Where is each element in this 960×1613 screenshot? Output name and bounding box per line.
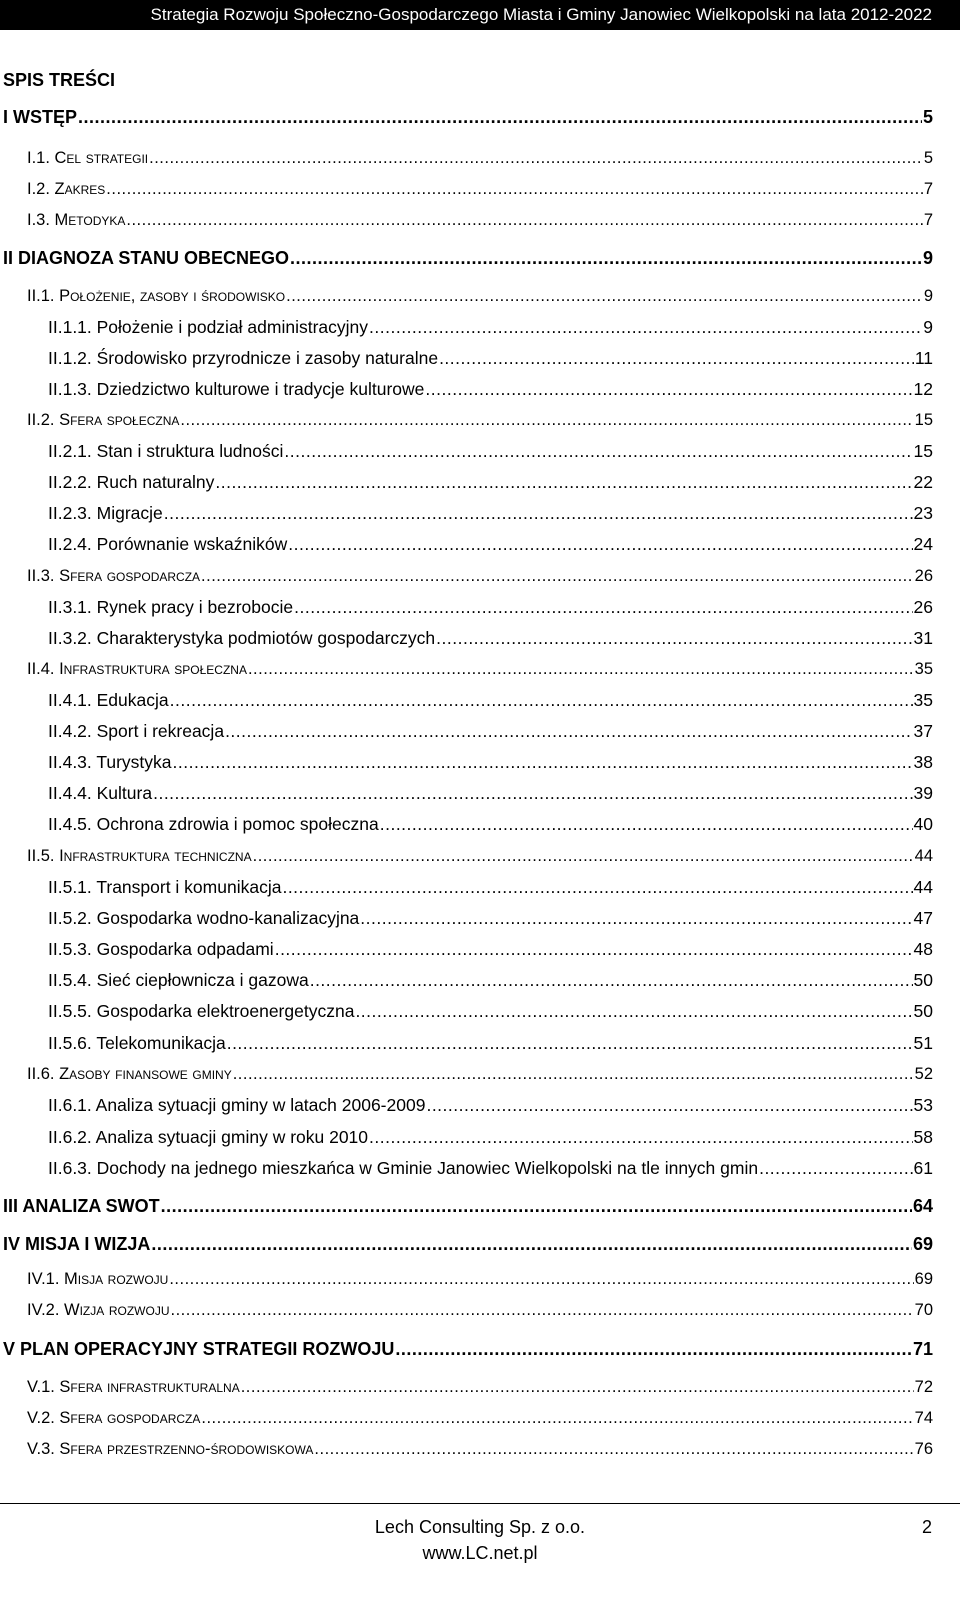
toc-dot-leader xyxy=(284,438,912,464)
toc-entry[interactable] xyxy=(27,563,933,589)
toc-dot-leader xyxy=(395,1336,912,1362)
toc-entry-page: 15 xyxy=(914,411,933,429)
toc-dot-leader xyxy=(436,625,912,651)
toc-entry[interactable] xyxy=(27,1405,933,1431)
toc-entry-page: 71 xyxy=(912,1339,933,1359)
toc-dot-leader xyxy=(227,1030,913,1056)
toc-dot-leader xyxy=(282,874,912,900)
toc-entry-label: I WSTĘP xyxy=(3,107,78,127)
toc-dot-leader xyxy=(180,407,913,433)
toc-entry-page: 70 xyxy=(914,1301,933,1319)
toc-entry-page: 53 xyxy=(913,1095,933,1115)
toc-entry-page: 52 xyxy=(914,1065,933,1083)
toc-dot-leader xyxy=(253,843,914,869)
toc-entry[interactable] xyxy=(48,936,933,962)
toc-entry-label: I.1. Cel strategii xyxy=(27,149,149,167)
toc-entry[interactable] xyxy=(27,1436,933,1462)
toc-entry[interactable] xyxy=(48,874,933,900)
toc-dot-leader xyxy=(759,1155,912,1181)
toc-entry-label: II.5.6. Telekomunikacja xyxy=(48,1033,226,1053)
toc-entry-label: II.5.2. Gospodarka wodno-kanalizacyjna xyxy=(48,908,360,928)
toc-dot-leader xyxy=(170,687,913,713)
toc-entry-label: II.1. Położenie, zasoby i środowisko xyxy=(27,287,286,305)
toc-entry-page: 69 xyxy=(914,1270,933,1288)
toc-entry[interactable] xyxy=(27,283,933,309)
toc-entry-page: 48 xyxy=(913,939,933,959)
footer-divider xyxy=(0,1503,960,1504)
toc-dot-leader xyxy=(78,104,922,130)
toc-entry[interactable] xyxy=(48,749,933,775)
toc-entry[interactable] xyxy=(27,1374,933,1400)
toc-entry[interactable] xyxy=(27,145,933,171)
toc-entry-page: 50 xyxy=(913,1001,933,1021)
toc-entry[interactable] xyxy=(48,500,933,526)
toc-entry-page: 15 xyxy=(913,441,933,461)
toc-entry-page: 22 xyxy=(913,472,933,492)
toc-entry-page: 61 xyxy=(913,1158,933,1178)
toc-entry-page: 24 xyxy=(913,534,933,554)
toc-entry-label: II.2.4. Porównanie wskaźników xyxy=(48,534,288,554)
toc-entry[interactable] xyxy=(48,967,933,993)
toc-entry-label: II.4.1. Edukacja xyxy=(48,690,169,710)
toc-entry[interactable] xyxy=(48,438,933,464)
toc-entry-label: III ANALIZA SWOT xyxy=(3,1196,160,1216)
toc-dot-leader xyxy=(369,1124,913,1150)
toc-dot-leader xyxy=(106,176,923,202)
toc-entry[interactable] xyxy=(27,176,933,202)
toc-entry-label: II.3. Sfera gospodarcza xyxy=(27,567,201,585)
document-header xyxy=(0,0,960,30)
toc-entry[interactable] xyxy=(48,1155,933,1181)
toc-entry-page: 5 xyxy=(922,107,933,127)
toc-entry-label: II DIAGNOZA STANU OBECNEGO xyxy=(3,248,290,268)
toc-entry[interactable] xyxy=(48,531,933,557)
toc-entry-label: II.5.1. Transport i komunikacja xyxy=(48,877,282,897)
toc-entry-label: II.3.2. Charakterystyka podmiotów gospodarczych xyxy=(48,628,436,648)
footer-url[interactable]: www.LC.net.pl xyxy=(422,1543,538,1563)
toc-entry[interactable] xyxy=(48,687,933,713)
toc-entry[interactable] xyxy=(48,625,933,651)
toc-entry-page: 31 xyxy=(913,628,933,648)
header-title: Strategia Rozwoju Społeczno-Gospodarczego Miasta i Gminy Janowiec Wielkopolski na lata 2012-2022 xyxy=(150,5,932,24)
toc-dot-leader xyxy=(426,1092,912,1118)
toc-dot-leader xyxy=(355,998,912,1024)
toc-dot-leader xyxy=(310,967,913,993)
toc-entry-label: II.1.3. Dziedzictwo kulturowe i tradycje kulturowe xyxy=(48,379,425,399)
toc-dot-leader xyxy=(171,1297,914,1323)
toc-entry-label: II.2.2. Ruch naturalny xyxy=(48,472,215,492)
toc-entry-page: 69 xyxy=(912,1234,933,1254)
toc-entry-page: 64 xyxy=(912,1196,933,1216)
toc-dot-leader xyxy=(241,1374,914,1400)
toc-entry-page: 51 xyxy=(913,1033,933,1053)
toc-entry-label: V.2. Sfera gospodarcza xyxy=(27,1409,201,1427)
toc-dot-leader xyxy=(161,1193,912,1219)
toc-entry-label: II.4.4. Kultura xyxy=(48,783,153,803)
toc-entry[interactable] xyxy=(48,314,933,340)
toc-entry[interactable] xyxy=(27,1297,933,1323)
toc-entry[interactable] xyxy=(48,780,933,806)
toc-entry[interactable] xyxy=(48,811,933,837)
toc-entry[interactable] xyxy=(3,245,933,271)
toc-dot-leader xyxy=(126,207,922,233)
toc-entry[interactable] xyxy=(3,1193,933,1219)
toc-dot-leader xyxy=(215,469,912,495)
toc-entry-page: 35 xyxy=(913,690,933,710)
toc-entry[interactable] xyxy=(48,345,933,371)
toc-dot-leader xyxy=(169,1266,913,1292)
toc-entry[interactable] xyxy=(27,407,933,433)
toc-entry-label: V PLAN OPERACYJNY STRATEGII ROZWOJU xyxy=(3,1339,395,1359)
page-number: 2 xyxy=(921,1517,932,1537)
toc-entry-label: II.5.3. Gospodarka odpadami xyxy=(48,939,274,959)
toc-entry-page: 35 xyxy=(914,660,933,678)
toc-entry-label: II.2. Sfera społeczna xyxy=(27,411,180,429)
toc-entry[interactable] xyxy=(48,1030,933,1056)
toc-entry-label: V.3. Sfera przestrzenno-środowiskowa xyxy=(27,1440,314,1458)
toc-entry[interactable] xyxy=(27,1061,933,1087)
toc-entry[interactable] xyxy=(27,207,933,233)
toc-dot-leader xyxy=(225,718,912,744)
toc-entry-page: 7 xyxy=(923,211,933,229)
toc-entry[interactable] xyxy=(48,1124,933,1150)
footer-company: Lech Consulting Sp. z o.o. xyxy=(374,1517,586,1537)
toc-entry-page: 76 xyxy=(914,1440,933,1458)
toc-dot-leader xyxy=(290,245,922,271)
toc-entry-label: II.5.5. Gospodarka elektroenergetyczna xyxy=(48,1001,355,1021)
toc-entry-page: 11 xyxy=(914,348,933,368)
toc-entry-page: 7 xyxy=(923,180,933,198)
toc-dot-leader xyxy=(233,1061,914,1087)
toc-entry-page: 12 xyxy=(913,379,933,399)
toc-dot-leader xyxy=(151,1231,912,1257)
toc-entry-label: IV.1. Misja rozwoju xyxy=(27,1270,169,1288)
toc-entry-label: II.5.4. Sieć ciepłownicza i gazowa xyxy=(48,970,309,990)
toc-entry-label: II.1.1. Położenie i podział administracyjny xyxy=(48,317,369,337)
toc-entry[interactable] xyxy=(48,594,933,620)
toc-dot-leader xyxy=(369,314,922,340)
toc-dot-leader xyxy=(314,1436,913,1462)
toc-dot-leader xyxy=(201,563,914,589)
toc-entry-page: 44 xyxy=(913,877,933,897)
toc-entry-label: II.4.5. Ochrona zdrowia i pomoc społeczna xyxy=(48,814,379,834)
toc-entry-label: I.3. Metodyka xyxy=(27,211,126,229)
toc-entry-label: I.2. Zakres xyxy=(27,180,106,198)
toc-entry[interactable] xyxy=(48,1092,933,1118)
toc-entry-page: 72 xyxy=(914,1378,933,1396)
toc-entry-label: II.5. Infrastruktura techniczna xyxy=(27,847,252,865)
toc-entry[interactable] xyxy=(3,1336,933,1362)
toc-entry[interactable] xyxy=(3,104,933,130)
toc-entry[interactable] xyxy=(48,905,933,931)
toc-dot-leader xyxy=(149,145,923,171)
toc-entry[interactable] xyxy=(27,843,933,869)
toc-entry-page: 9 xyxy=(923,317,933,337)
toc-dot-leader xyxy=(153,780,912,806)
toc-dot-leader xyxy=(286,283,923,309)
toc-dot-leader xyxy=(164,500,913,526)
toc-entry-label: II.4. Infrastruktura społeczna xyxy=(27,660,247,678)
toc-entry-page: 47 xyxy=(913,908,933,928)
toc-entry[interactable] xyxy=(48,718,933,744)
toc-entry[interactable] xyxy=(48,469,933,495)
toc-dot-leader xyxy=(425,376,912,402)
toc-entry-page: 26 xyxy=(914,567,933,585)
toc-entry-label: IV.2. Wizja rozwoju xyxy=(27,1301,170,1319)
toc-entry-label: II.6.1. Analiza sytuacji gminy w latach 2006-2009 xyxy=(48,1095,426,1115)
toc-entry-page: 9 xyxy=(923,287,933,305)
toc-entry-label: II.3.1. Rynek pracy i bezrobocie xyxy=(48,597,294,617)
toc-entry-label: II.2.1. Stan i struktura ludności xyxy=(48,441,284,461)
toc-entry-page: 50 xyxy=(913,970,933,990)
toc-dot-leader xyxy=(275,936,913,962)
toc-entry-label: II.2.3. Migracje xyxy=(48,503,163,523)
toc-entry[interactable] xyxy=(27,1266,933,1292)
toc-entry-page: 39 xyxy=(913,783,933,803)
toc-entry[interactable] xyxy=(48,376,933,402)
toc-entry-page: 74 xyxy=(914,1409,933,1427)
toc-entry-page: 38 xyxy=(913,752,933,772)
toc-dot-leader xyxy=(248,656,914,682)
toc-entry-page: 37 xyxy=(913,721,933,741)
toc-entry-page: 23 xyxy=(913,503,933,523)
toc-title: SPIS TREŚCI xyxy=(3,70,116,90)
toc-entry-label: II.4.3. Turystyka xyxy=(48,752,172,772)
toc-entry-page: 26 xyxy=(913,597,933,617)
toc-dot-leader xyxy=(360,905,912,931)
toc-entry-label: II.6. Zasoby finansowe gminy xyxy=(27,1065,232,1083)
toc-entry-label: II.1.2. Środowisko przyrodnicze i zasoby naturalne xyxy=(48,348,439,368)
toc-entry-label: II.6.3. Dochody na jednego mieszkańca w Gminie Janowiec Wielkopolski na tle innych gmin xyxy=(48,1158,759,1178)
toc-dot-leader xyxy=(439,345,914,371)
toc-entry-label: II.6.2. Analiza sytuacji gminy w roku 2010 xyxy=(48,1127,369,1147)
toc-entry-label: II.4.2. Sport i rekreacja xyxy=(48,721,225,741)
toc-dot-leader xyxy=(380,811,913,837)
toc-entry-page: 9 xyxy=(922,248,933,268)
toc-dot-leader xyxy=(288,531,912,557)
toc-entry-page: 40 xyxy=(913,814,933,834)
toc-entry-page: 44 xyxy=(914,847,933,865)
toc-dot-leader xyxy=(173,749,913,775)
toc-entry-page: 58 xyxy=(913,1127,933,1147)
toc-entry-label: IV MISJA I WIZJA xyxy=(3,1234,151,1254)
toc-entry-page: 5 xyxy=(923,149,933,167)
toc-dot-leader xyxy=(294,594,912,620)
toc-dot-leader xyxy=(201,1405,913,1431)
toc-entry[interactable] xyxy=(48,998,933,1024)
toc-entry[interactable] xyxy=(3,1231,933,1257)
toc-entry[interactable] xyxy=(27,656,933,682)
toc-entry-label: V.1. Sfera infrastrukturalna xyxy=(27,1378,240,1396)
